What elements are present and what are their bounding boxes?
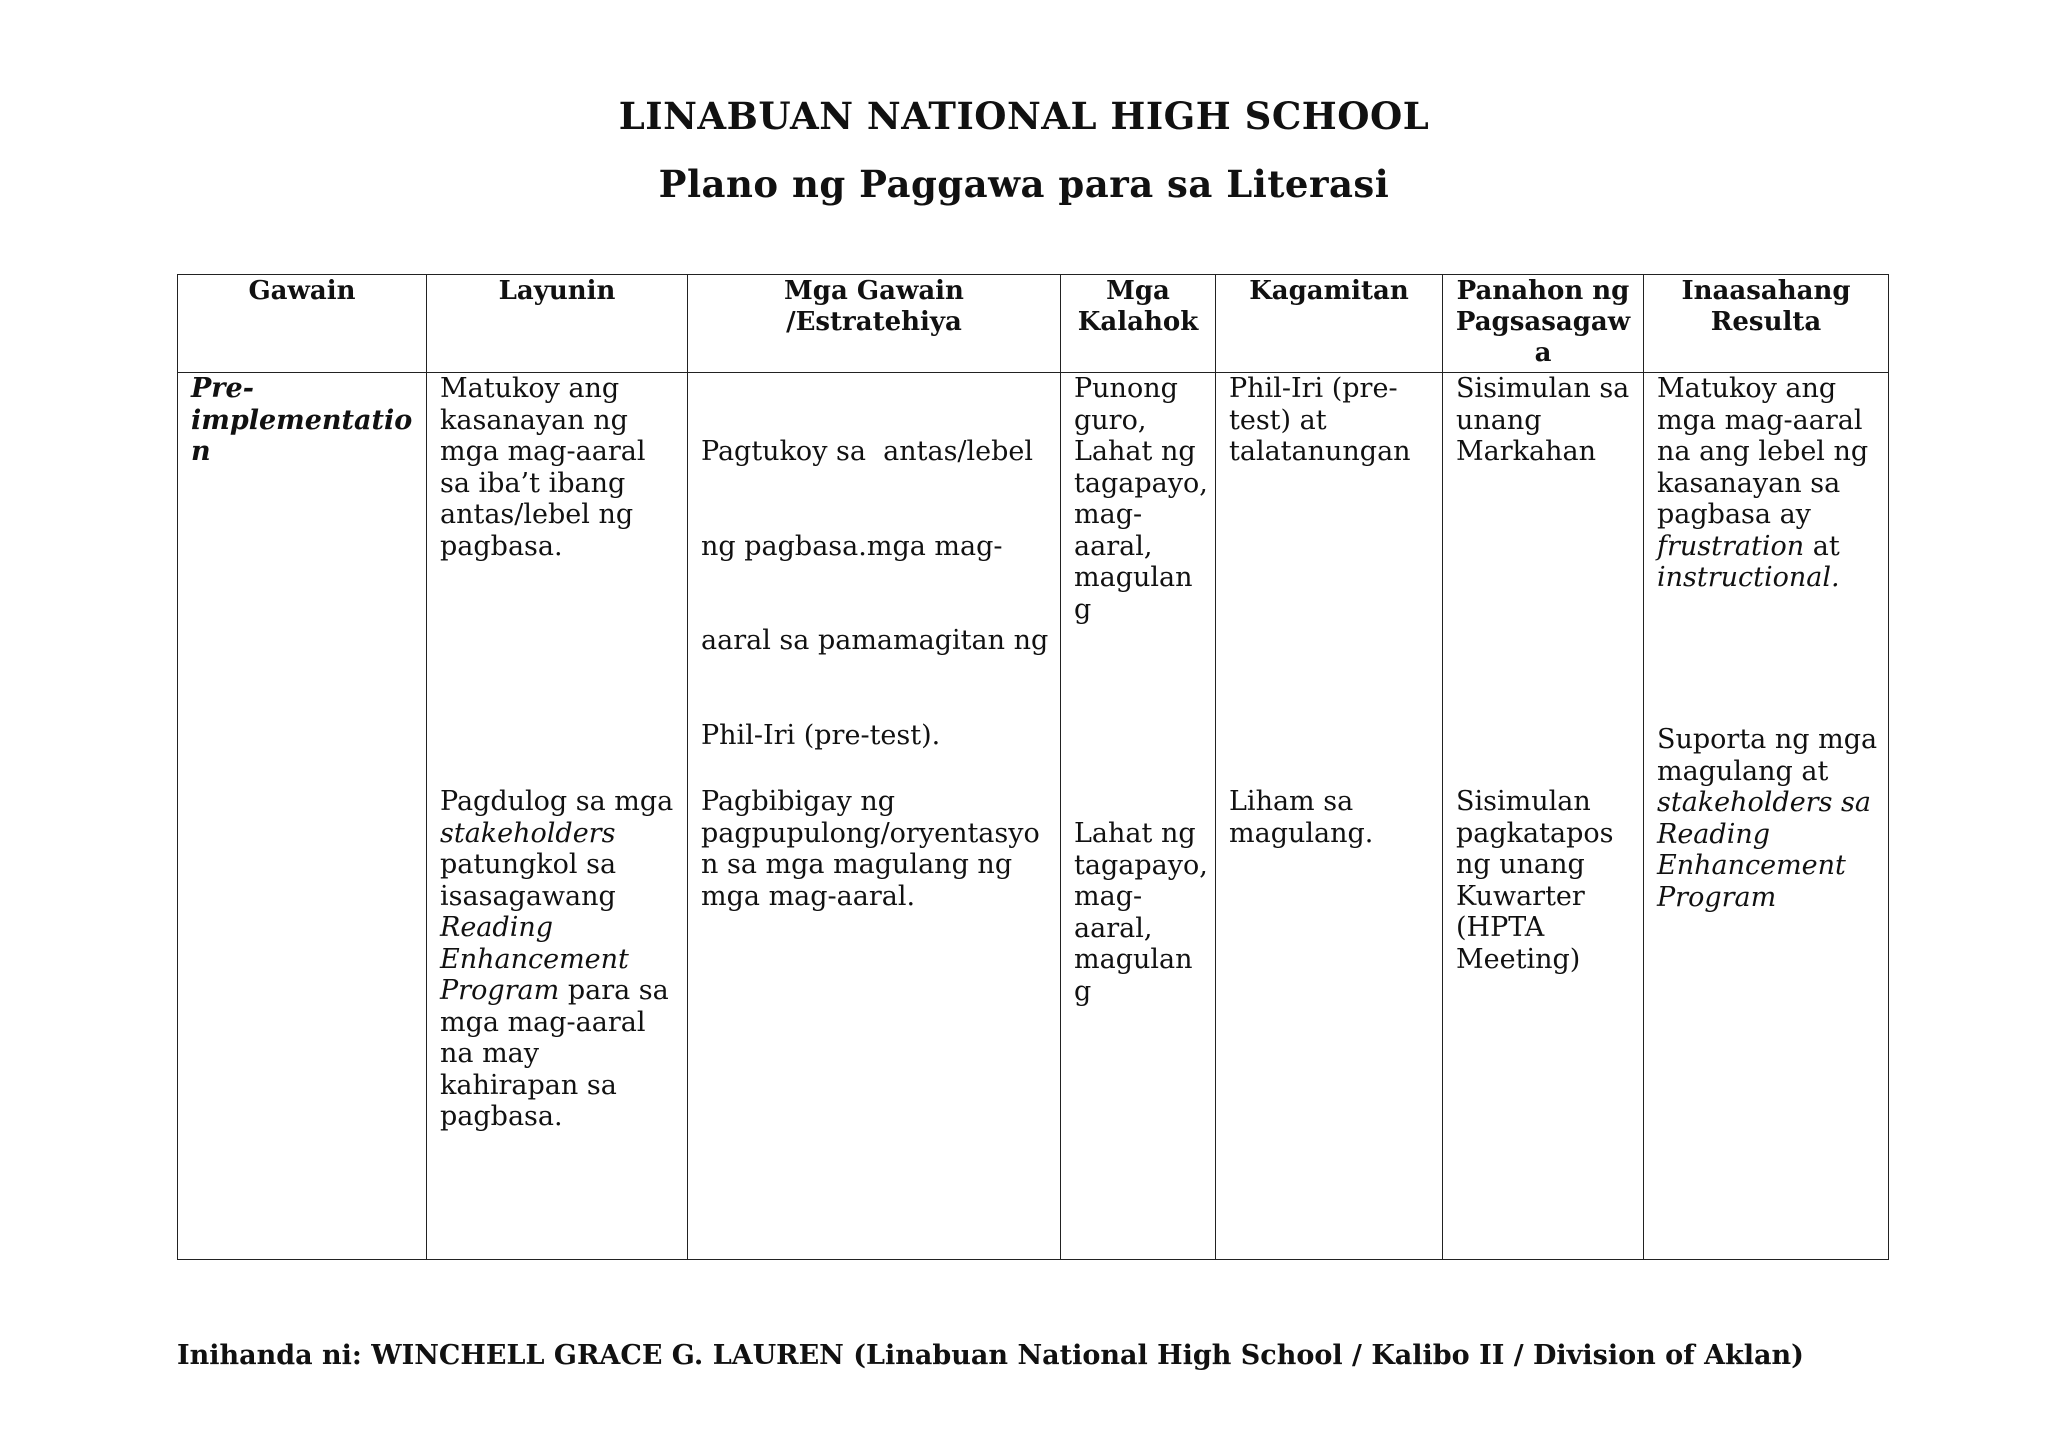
cell-kagamitan: Phil-Iri (pre- test) at talatanungan Liham sa magulang.	[1216, 373, 1443, 1260]
plan-title: Plano ng Paggawa para sa Literasi	[658, 162, 1390, 206]
table-header-row	[178, 275, 1889, 373]
prepared-by-footer: Inihanda ni: WINCHELL GRACE G. LAUREN (Linabuan National High School / Kalibo II / Division of Aklan)	[177, 1340, 1804, 1371]
header-layunin: Layunin	[427, 275, 688, 373]
header-resulta: Inaasahang Resulta	[1644, 275, 1889, 373]
header-kalahok: Mga Kalahok	[1061, 275, 1216, 373]
header-estratehiya: Mga Gawain /Estratehiya	[688, 275, 1061, 373]
cell-layunin: Matukoy ang kasanayan ng mga mag-aaral sa iba’t ibang antas/lebel ng pagbasa. Pagdulog sa mga stakeholders patungkol sa isasagawang Reading Enhancement Program para sa mga mag-aaral na may kahirapan sa pagbasa.	[427, 373, 688, 1260]
action-plan-table	[177, 274, 1889, 1260]
cell-estratehiya: Pagtukoy sa antas/lebel ng pagbasa.mga mag- aaral sa pamamagitan ng Phil-Iri (pre-test). Pagbibigay ng pagpupulong/oryentasyo n sa mga magulang ng mga mag-aaral.	[688, 373, 1061, 1260]
cell-resulta: Matukoy ang mga mag-aaral na ang lebel ng kasanayan sa pagbasa ay frustration at instructional. Suporta ng mga magulang at stakeholders sa Reading Enhancement Program	[1644, 373, 1889, 1260]
school-title: LINABUAN NATIONAL HIGH SCHOOL	[618, 94, 1430, 138]
header-panahon: Panahon ng Pagsasagaw a	[1443, 275, 1644, 373]
header-kagamitan: Kagamitan	[1216, 275, 1443, 373]
table-row	[178, 373, 1889, 1260]
cell-gawain: Pre- implementatio n	[178, 373, 427, 1260]
header-gawain: Gawain	[178, 275, 427, 373]
cell-kalahok: Punong guro, Lahat ng tagapayo, mag- aaral, magulan g Lahat ng tagapayo, mag- aaral, magulan g	[1061, 373, 1216, 1260]
cell-panahon: Sisimulan sa unang Markahan Sisimulan pagkatapos ng unang Kuwarter (HPTA Meeting)	[1443, 373, 1644, 1260]
